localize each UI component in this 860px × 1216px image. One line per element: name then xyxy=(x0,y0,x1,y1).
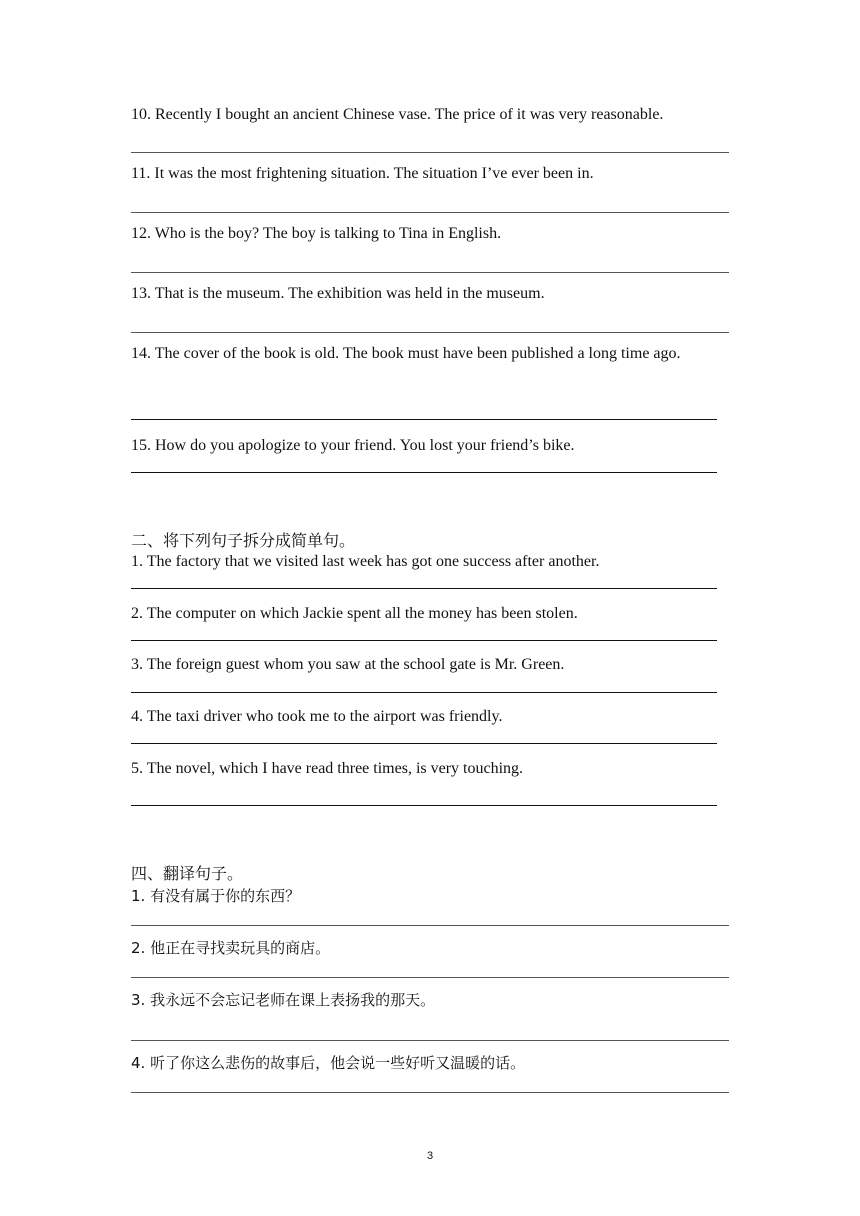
sentence-10: 10. Recently I bought an ancient Chinese vase. The price of it was very reasonable. xyxy=(131,106,664,123)
sentence-2-3: 3. The foreign guest whom you saw at the school gate is Mr. Green. xyxy=(131,656,565,673)
answer-line[interactable] xyxy=(131,1040,729,1041)
answer-line[interactable] xyxy=(131,152,729,153)
answer-line[interactable] xyxy=(131,588,717,589)
answer-line[interactable] xyxy=(131,332,729,333)
answer-line[interactable] xyxy=(131,419,717,420)
section-heading-split-sentences: 二、将下列句子拆分成简单句。 xyxy=(131,531,356,550)
sentence-13: 13. That is the museum. The exhibition was held in the museum. xyxy=(131,285,545,302)
answer-line[interactable] xyxy=(131,212,729,213)
sentence-11: 11. It was the most frightening situation. The situation I’ve ever been in. xyxy=(131,165,594,182)
answer-line[interactable] xyxy=(131,692,717,693)
sentence-2-2: 2. The computer on which Jackie spent all the money has been stolen. xyxy=(131,605,578,622)
translate-item-4: 4. 听了你这么悲伤的故事后，他会说一些好听又温暖的话。 xyxy=(131,1054,526,1072)
translate-item-2: 2. 他正在寻找卖玩具的商店。 xyxy=(131,939,331,957)
answer-line[interactable] xyxy=(131,743,717,744)
answer-line[interactable] xyxy=(131,1092,729,1093)
sentence-12: 12. Who is the boy? The boy is talking to Tina in English. xyxy=(131,225,502,242)
answer-line[interactable] xyxy=(131,977,729,978)
sentence-2-4: 4. The taxi driver who took me to the airport was friendly. xyxy=(131,708,503,725)
sentence-2-5: 5. The novel, which I have read three times, is very touching. xyxy=(131,760,524,777)
answer-line[interactable] xyxy=(131,472,717,473)
answer-line[interactable] xyxy=(131,640,717,641)
translate-item-3: 3. 我永远不会忘记老师在课上表扬我的那天。 xyxy=(131,991,436,1009)
answer-line[interactable] xyxy=(131,805,717,806)
section-heading-translate: 四、翻译句子。 xyxy=(131,864,244,883)
translate-item-1: 1. 有没有属于你的东西？ xyxy=(131,887,301,905)
sentence-14: 14. The cover of the book is old. The book must have been published a long time ago. xyxy=(131,345,681,362)
sentence-2-1: 1. The factory that we visited last week has got one success after another. xyxy=(131,553,600,570)
page-number: 3 xyxy=(426,1150,434,1162)
answer-line[interactable] xyxy=(131,925,729,926)
sentence-15: 15. How do you apologize to your friend. You lost your friend’s bike. xyxy=(131,437,575,454)
answer-line[interactable] xyxy=(131,272,729,273)
